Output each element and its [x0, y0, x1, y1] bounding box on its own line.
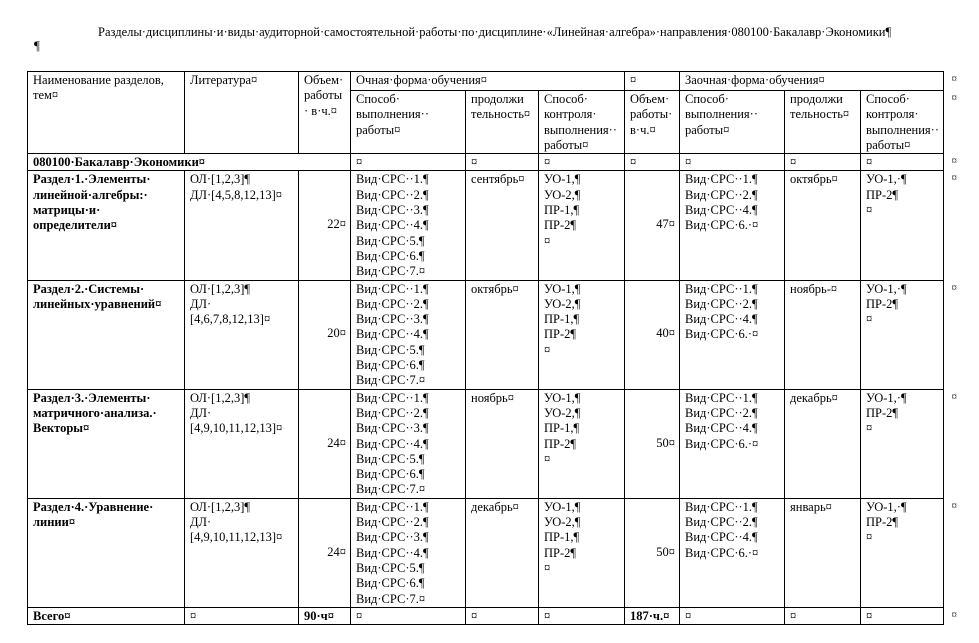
header-full-time: Очная·форма·обучения¤: [351, 72, 625, 91]
header-control: Способ· контроля· выполнения·· работы¤: [539, 91, 625, 154]
total-cell: ¤: [539, 607, 625, 624]
control-cell: УО-1,¶ УО-2,¶ ПР-1,¶ ПР-2¶ ¤: [539, 498, 625, 607]
srs-list: Вид·СРС··1.¶ Вид·СРС··2.¶ Вид·СРС··3.¶ Вид·СРС··4.¶ Вид·СРС·5.¶ Вид·СРС·6.¶ Вид·СРС·7.¤: [351, 389, 466, 498]
section-row: [28, 498, 944, 607]
month-cell: декабрь¤: [466, 498, 539, 607]
control-2-cell: УО-1,·¶ ПР-2¶ ¤ ¤: [861, 171, 944, 280]
section-row: [28, 389, 944, 498]
total-row: [28, 607, 944, 624]
control-cell: УО-1,¶ УО-2,¶ ПР-1,¶ ПР-2¶ ¤: [539, 389, 625, 498]
section-name: Раздел·2.·Системы· линейных·уравнений¤: [28, 280, 185, 389]
hours-cell: 24¤: [299, 498, 351, 607]
total-label: Всего¤: [28, 607, 185, 624]
literature-cell: ОЛ·[1,2,3]¶ ДЛ· [4,9,10,11,12,13]¤: [185, 498, 299, 607]
hours-2-cell: 40¤: [625, 280, 680, 389]
control-2-cell: УО-1,·¶ ПР-2¶ ¤ ¤: [861, 280, 944, 389]
month-2-cell: декабрь¤: [785, 389, 861, 498]
header-duration-2: продолжи тельность¤: [785, 91, 861, 154]
header-row-1: [28, 72, 944, 91]
hours-2-cell: 47¤: [625, 171, 680, 280]
header-volume: Объем· работы· в·ч.¤: [299, 72, 351, 154]
hours-cell: 20¤: [299, 280, 351, 389]
srs-2-list: Вид·СРС··1.¶ Вид·СРС··2.¶ Вид·СРС··4.¶ Вид·СРС·6.·¤: [680, 280, 785, 389]
control-cell: УО-1,¶ УО-2,¶ ПР-1,¶ ПР-2¶ ¤: [539, 280, 625, 389]
control-cell: УО-1,¶ УО-2,¶ ПР-1,¶ ПР-2¶ ¤: [539, 171, 625, 280]
document-title: Разделы·дисциплины·и·виды·аудиторной·самостоятельной·работы·по·дисциплине·«Линейная·алгебра»·направления·080100·Бакалавр·Экономики¶: [98, 25, 892, 39]
section-name: Раздел·4.·Уравнение· линии¤: [28, 498, 185, 607]
month-2-cell: январь¤: [785, 498, 861, 607]
hours-cell: 22¤: [299, 171, 351, 280]
header-duration: продолжи тельность¤: [466, 91, 539, 154]
srs-list: Вид·СРС··1.¶ Вид·СРС··2.¶ Вид·СРС··3.¶ Вид·СРС··4.¶ Вид·СРС·5.¶ Вид·СРС·6.¶ Вид·СРС·7.¤: [351, 498, 466, 607]
section-name: Раздел·3.·Элементы· матричного·анализа.· Векторы¤: [28, 389, 185, 498]
total-cell: ¤: [351, 607, 466, 624]
total-cell: ¤: [185, 607, 299, 624]
header-volume-2: Объем· работы· в·ч.¤: [625, 91, 680, 154]
hours-2-cell: 50¤: [625, 389, 680, 498]
header-literature: Литература¤: [185, 72, 299, 154]
group-cell: ¤: [539, 154, 625, 171]
section-name: Раздел·1.·Элементы· линейной·алгебры:· матрицы·и· определители¤: [28, 171, 185, 280]
section-row: [28, 280, 944, 389]
header-control-2: Способ· контроля· выполнения·· работы¤ ¤: [861, 91, 944, 154]
paragraph-mark: ¶: [34, 38, 40, 53]
literature-cell: ОЛ·[1,2,3]¶ ДЛ· [4,9,10,11,12,13]¤: [185, 389, 299, 498]
literature-cell: ОЛ·[1,2,3]¶ ДЛ· [4,6,7,8,12,13]¤: [185, 280, 299, 389]
month-cell: октябрь¤: [466, 280, 539, 389]
disciplines-table: [27, 71, 957, 625]
total-cell: ¤: [466, 607, 539, 624]
section-row: [28, 171, 944, 280]
group-cell: ¤: [680, 154, 785, 171]
total-hours: 90·ч¤: [299, 607, 351, 624]
header-method-2: Способ· выполнения·· работы¤: [680, 91, 785, 154]
total-cell: ¤ ¤: [861, 607, 944, 624]
header-method: Способ· выполнения·· работы¤: [351, 91, 466, 154]
group-cell: ¤: [785, 154, 861, 171]
group-row: [28, 154, 944, 171]
srs-2-list: Вид·СРС··1.¶ Вид·СРС··2.¶ Вид·СРС··4.¶ Вид·СРС·6.·¤: [680, 171, 785, 280]
header-name: Наименование разделов, тем¤: [28, 72, 185, 154]
control-2-cell: УО-1,·¶ ПР-2¶ ¤ ¤: [861, 389, 944, 498]
hours-cell: 24¤: [299, 389, 351, 498]
month-cell: сентябрь¤: [466, 171, 539, 280]
group-cell: ¤ ¤: [861, 154, 944, 171]
control-2-cell: УО-1,·¶ ПР-2¶ ¤ ¤: [861, 498, 944, 607]
srs-2-list: Вид·СРС··1.¶ Вид·СРС··2.¶ Вид·СРС··4.¶ Вид·СРС·6.·¤: [680, 498, 785, 607]
month-2-cell: ноябрь-¤: [785, 280, 861, 389]
header-empty: ¤: [625, 72, 680, 91]
srs-list: Вид·СРС··1.¶ Вид·СРС··2.¶ Вид·СРС··3.¶ Вид·СРС··4.¶ Вид·СРС·5.¶ Вид·СРС·6.¶ Вид·СРС·7.¤: [351, 280, 466, 389]
month-cell: ноябрь¤: [466, 389, 539, 498]
group-cell: ¤: [625, 154, 680, 171]
month-2-cell: октябрь¤: [785, 171, 861, 280]
literature-cell: ОЛ·[1,2,3]¶ ДЛ·[4,5,8,12,13]¤: [185, 171, 299, 280]
srs-list: Вид·СРС··1.¶ Вид·СРС··2.¶ Вид·СРС··3.¶ Вид·СРС··4.¶ Вид·СРС·5.¶ Вид·СРС·6.¶ Вид·СРС·7.¤: [351, 171, 466, 280]
group-cell: ¤: [351, 154, 466, 171]
srs-2-list: Вид·СРС··1.¶ Вид·СРС··2.¶ Вид·СРС··4.¶ Вид·СРС·6.·¤: [680, 389, 785, 498]
total-cell: ¤: [680, 607, 785, 624]
group-cell: ¤: [466, 154, 539, 171]
total-hours-2: 187·ч.¤: [625, 607, 680, 624]
total-cell: ¤: [785, 607, 861, 624]
hours-2-cell: 50¤: [625, 498, 680, 607]
header-part-time: Заочная·форма·обучения¤ ¤: [680, 72, 944, 91]
group-label: 080100·Бакалавр·Экономики¤: [28, 154, 351, 171]
